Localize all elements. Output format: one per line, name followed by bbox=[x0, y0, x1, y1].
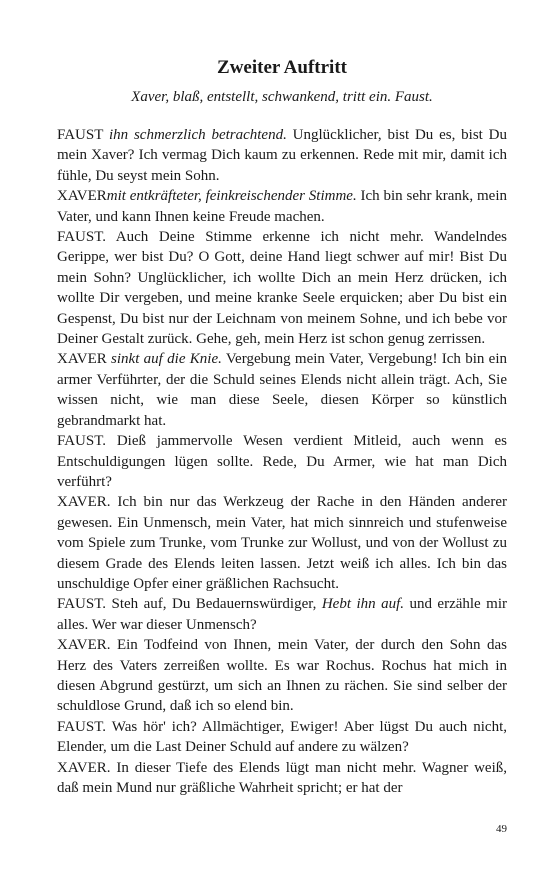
speech-paragraph bbox=[57, 186, 507, 227]
speaker-name: FAUST. bbox=[57, 596, 107, 613]
speaker-name: FAUST. bbox=[57, 718, 107, 735]
speech-paragraph bbox=[57, 758, 507, 799]
speaker-name: XAVER bbox=[57, 351, 107, 368]
stage-direction: sinkt auf die Knie. bbox=[111, 351, 222, 368]
speaker-name: FAUST bbox=[57, 127, 104, 143]
page-number: 49 bbox=[496, 823, 507, 835]
speaker-name: XAVER. bbox=[57, 637, 111, 654]
speech-paragraph bbox=[57, 717, 507, 758]
speech-text: Auch Deine Stimme erkenne ich nicht mehr. Wandelndes Gerippe, wer bist Du? O Gott, deine Hand liegt schwer auf mir! Bist Du mein Sohn? Unglücklicher, ich wollte Dich an mein Herz drücken, ich wollte Dir vergeben, und meine kranke Seele erquicken; aber Du bist ein Gespenst, Du bist nur der Leichnam von meinem Sohne, und ich bebe vor Deiner Gestalt zurück. Gehe, geh, mein Herz ist schon genug zerrissen. bbox=[57, 229, 507, 348]
speech-text: Was hör' ich? Allmächtiger, Ewiger! Aber lügst Du auch nicht, Elender, um die Last Deiner Schuld auf andere zu wälzen? bbox=[57, 718, 507, 756]
scene-stage-direction: Xaver, blaß, entstellt, schwankend, tritt ein. Faust. bbox=[131, 89, 433, 105]
speaker-name: XAVER. bbox=[57, 494, 111, 511]
speaker-name: FAUST. bbox=[57, 229, 107, 246]
speech-text: Ich bin sehr krank, mein Vater, und kann Ihnen keine Freude machen. bbox=[57, 188, 507, 225]
speech-text: Ich bin nur das Werkzeug der Rache in den Händen anderer gewesen. Ein Unmensch, mein Vater, hat mich sinnreich und stufenweise vom Spiele zum Trunke, vom Trunke zur Wollust, und von der Wollust zu diesem Grade des Elends leiten lassen. Jetzt weiß ich alles. Ich bin das unschuldige Opfer einer gräßlichen Rachsucht. bbox=[57, 494, 507, 592]
speech-text: und erzähle mir alles. Wer war dieser Unmensch? bbox=[57, 596, 507, 633]
page-body bbox=[57, 56, 507, 798]
speech-paragraph bbox=[57, 125, 507, 186]
stage-direction: Hebt ihn auf. bbox=[321, 596, 404, 613]
speech-paragraph bbox=[57, 635, 507, 717]
speech-paragraph bbox=[57, 349, 507, 431]
speech-text: Vergebung mein Vater, Vergebung! Ich bin ein armer Verführter, der die Schuld seines Elends nicht allein trägt. Ach, Sie wissen nicht, wie man diese Seele, diesen Körper so künstlich gebrandmarkt hat. bbox=[57, 351, 508, 429]
speaker-name: XAVER. bbox=[57, 759, 111, 776]
speaker-name: XAVER bbox=[57, 188, 107, 205]
speech-text: Ein Todfeind von Ihnen, mein Vater, der durch den Sohn das Herz des Vaters zerreißen wollte. Es war Rochus. Rochus hat mich in diesen Abgrund gestürzt, um sich an Ihnen zu rächen. Sie sind selber der schuldlose Grund, daß ich so elend bin. bbox=[57, 637, 507, 715]
speech-text: Dieß jammervolle Wesen verdient Mitleid, auch wenn es Entschuldigungen lügen sollte. Rede, Du Armer, wie hat man Dich verführt? bbox=[57, 433, 507, 490]
speaker-name: FAUST. bbox=[57, 433, 107, 450]
stage-direction: ihn schmerzlich betrachtend. bbox=[108, 127, 287, 143]
scene-title: Zweiter Auftritt bbox=[217, 57, 347, 78]
speech-paragraph bbox=[57, 594, 507, 635]
stage-direction: mit entkräfteter, feinkreischender Stimme. bbox=[106, 188, 357, 205]
speech-text: In dieser Tiefe des Elends lügt man nicht mehr. Wagner weiß, daß mein Mund nur gräßliche Wahrheit spricht; er hat der bbox=[57, 759, 507, 796]
speech-paragraph bbox=[57, 431, 507, 492]
speech-text: Steh auf, Du Bedauernswürdiger, bbox=[106, 596, 322, 613]
speech-paragraph bbox=[57, 227, 507, 349]
speech-paragraph bbox=[57, 492, 507, 594]
speech-text: Unglücklicher, bist Du es, bist Du mein Xaver? Ich vermag Dich kaum zu erkennen. Rede mit mir, damit ich fühle, Du seyst mein Sohn. bbox=[57, 127, 507, 184]
